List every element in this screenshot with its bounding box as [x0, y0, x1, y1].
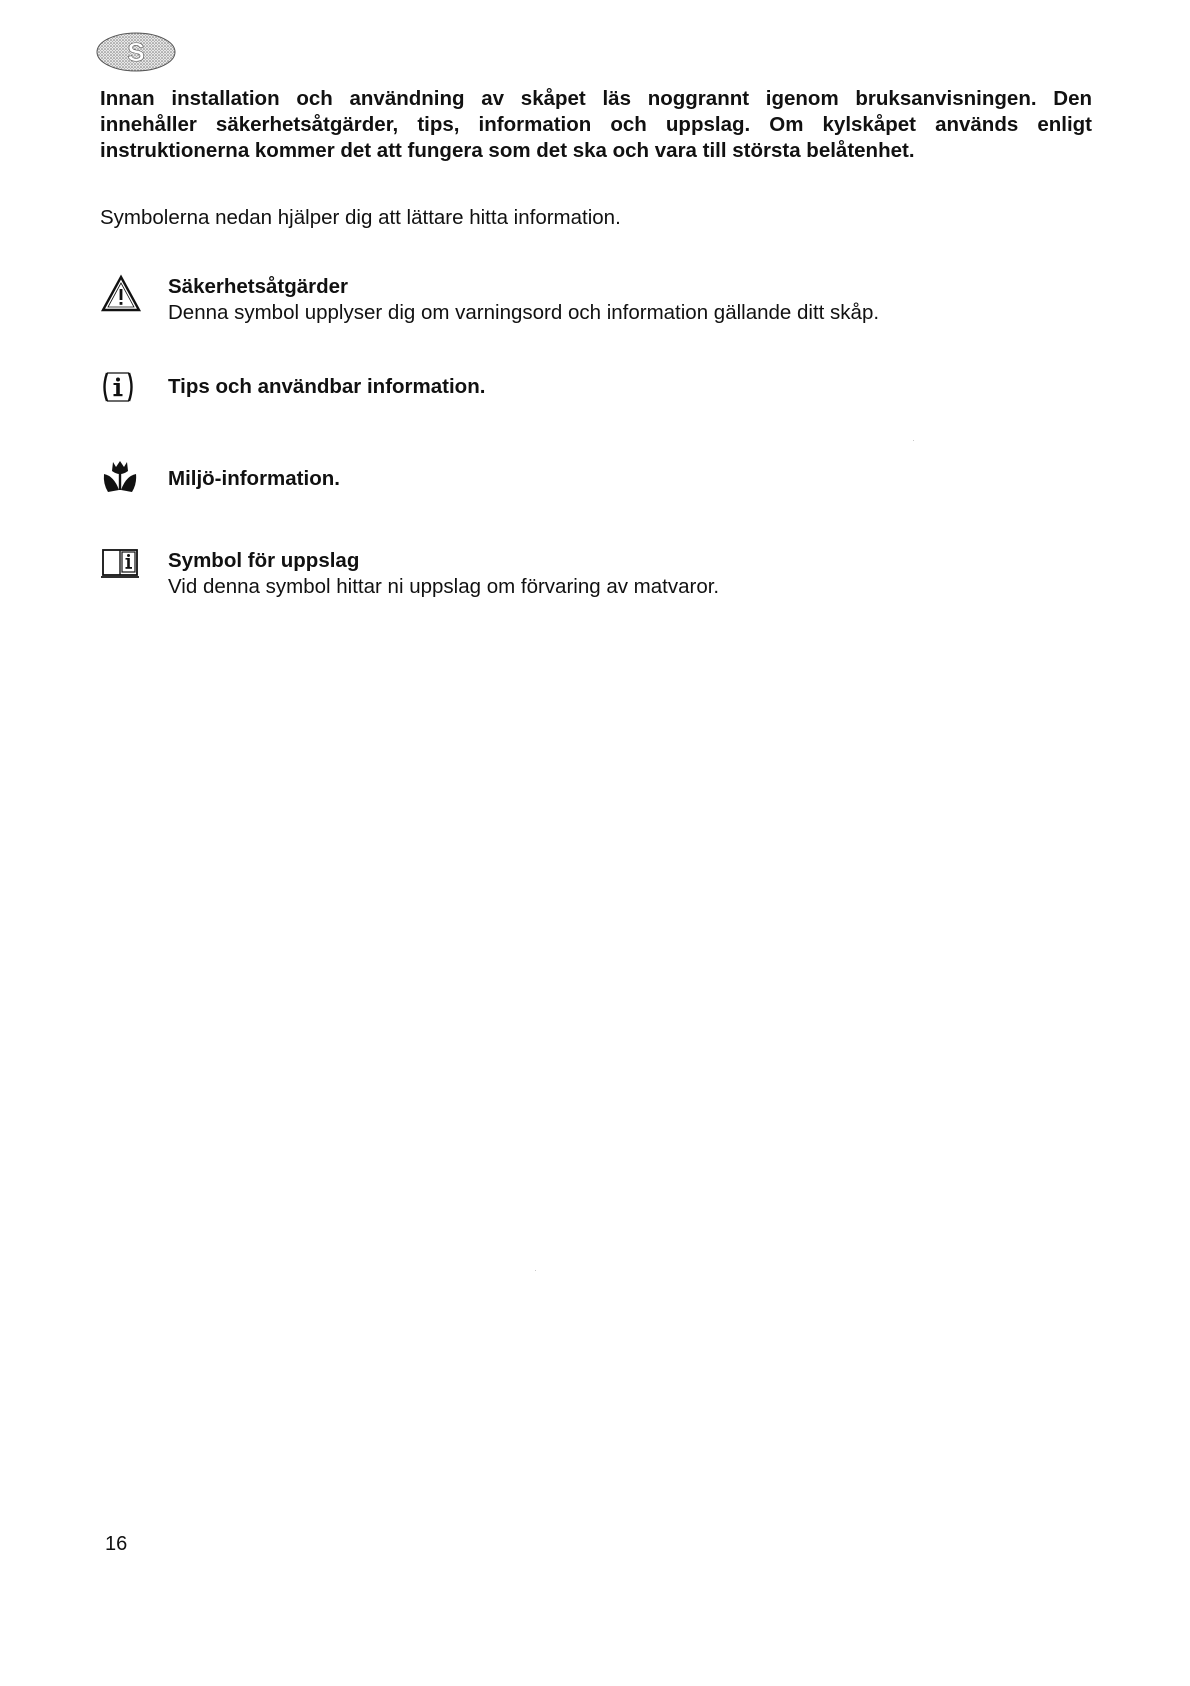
symbol-title-tips: Tips och användbar information. — [168, 375, 486, 398]
book-info-icon — [100, 544, 140, 585]
scan-speck — [913, 440, 914, 441]
language-badge — [95, 30, 177, 74]
intro-line: instruktionerna kommer det att fungera som det ska och vara till största belåtenhet. — [100, 139, 915, 162]
symbols-intro-text: Symbolerna nedan hjälper dig att lättare hitta information. — [100, 206, 621, 229]
intro-line: Innan installation och användning av skåpet läs noggrannt igenom bruksanvisningen. Den — [100, 87, 1092, 110]
symbol-title-safety: Säkerhetsåtgärder — [168, 275, 349, 298]
symbol-title-environment: Miljö-information. — [168, 467, 340, 490]
page-number: 16 — [105, 1533, 128, 1555]
language-badge-icon — [95, 30, 177, 74]
intro-paragraph — [100, 86, 1092, 164]
warning-triangle-icon — [100, 274, 142, 319]
info-icon — [100, 370, 136, 409]
scan-speck — [535, 1270, 536, 1271]
intro-line: innehåller säkerhetsåtgärder, tips, information och uppslag. Om kylskåpet används enligt — [100, 113, 1092, 136]
language-badge-letter: S — [127, 37, 145, 67]
flower-icon — [100, 458, 140, 501]
symbol-description-reference: Vid denna symbol hittar ni uppslag om förvaring av matvaror. — [168, 575, 720, 598]
symbol-title-reference: Symbol för uppslag — [168, 549, 360, 572]
symbol-description-safety: Denna symbol upplyser dig om varningsord och information gällande ditt skåp. — [168, 301, 880, 324]
